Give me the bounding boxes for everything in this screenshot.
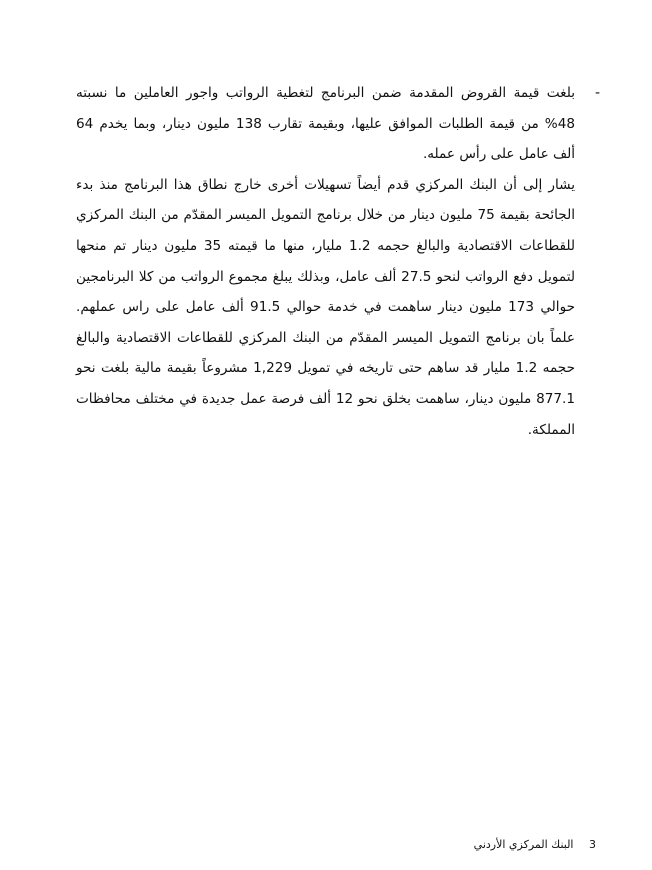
paragraph-other-facilities: يشار إلى أن البنك المركزي قدم أيضاً تسهيلات أخرى خارج نطاق هذا البرنامج منذ بدء الجائحة بقيمة 75 مليون دينار من خلال برنامج التمويل الميسر المقدّم من البنك المركزي للقطاعات الاقتصادية والبالغ حجمه 1.2 مليار، منها ما قيمته 35 مليون دينار تم منحها لتمويل دفع الرواتب لنحو 27.5 ألف عامل، وبذلك يبلغ مجموع الرواتب من كلا البرنامجين حوالي 173 مليون دينار ساهمت في خدمة حوالي 91.5 ألف عامل على راس عملهم. علماً بان برنامج التمويل الميسر المقدّم من البنك المركزي للقطاعات الاقتصادية والبالغ حجمه 1.2 مليار قد ساهم حتى تاريخه في تمويل 1,229 مشروعاً بقيمة مالية بلغت نحو 877.1 مليون دينار، ساهمت بخلق نحو 12 ألف فرصة عمل جديدة في مختلف محافظات المملكة.	[76, 176, 576, 438]
paragraph-loans-salaries: بلغت قيمة القروض المقدمة ضمن البرنامج لتغطية الرواتب واجور العاملين ما نسبته 48% من قيمة الطلبات الموافق عليها، وبقيمة تقارب 138 مليون دينار، وبما يخدم 64 ألف عامل على رأس عمله.	[76, 85, 575, 163]
bullet-item	[76, 78, 600, 445]
main-content	[76, 78, 600, 445]
page-footer	[474, 838, 596, 851]
footer-organization-name: البنك المركزي الأردني	[473, 838, 574, 851]
page-number: 3	[589, 838, 596, 851]
bullet-marker: -	[594, 85, 600, 101]
